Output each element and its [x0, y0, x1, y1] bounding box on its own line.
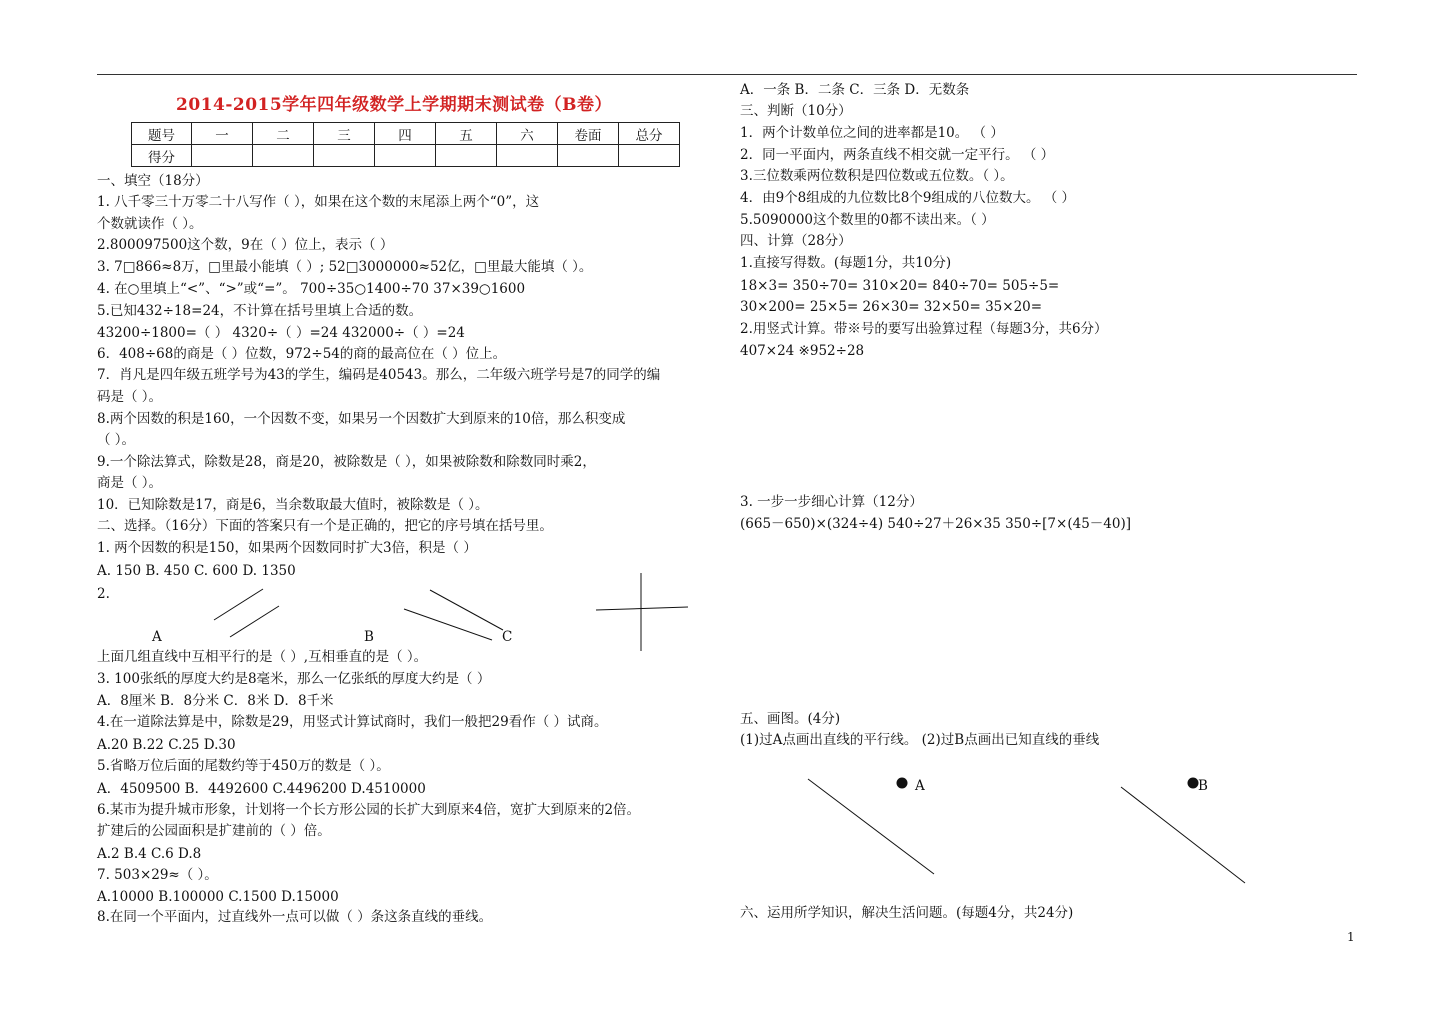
- score-row-label: 得分: [132, 145, 192, 167]
- question-line: 7．肖凡是四年级五班学号为43的学生，编码是40543。那么，二年级六班学号是7的同学的编: [97, 367, 661, 383]
- question-line: 43200÷1800=（ ） 4320÷（ ）=24 432000÷（ ）=24: [97, 325, 465, 341]
- section-4-heading: 四、计算（28分）: [740, 233, 852, 249]
- question-line: 码是（ ）。: [97, 389, 163, 405]
- page-title: 2014-2015学年四年级数学上学期期末测试卷（B卷）: [176, 95, 613, 115]
- question-line: 3. 100张纸的厚度大约是8毫米，那么一亿张纸的厚度大约是（ ）: [97, 671, 491, 687]
- judge-line: 4．由9个8组成的九位数比8个9组成的八位数大。 （ ）: [740, 190, 1076, 206]
- score-blank[interactable]: [619, 145, 680, 167]
- point-label-b: B: [1198, 778, 1208, 794]
- choice-line: A．一条 B．二条 C．三条 D．无数条: [740, 82, 970, 98]
- choice-line: A. 150 B. 450 C. 600 D. 1350: [97, 563, 296, 579]
- calc-line: 407×24 ※952÷28: [740, 343, 865, 359]
- cross-horizontal-line: [596, 607, 688, 610]
- calc-line: 18×3= 350÷70= 310×20= 840÷70= 505÷5=: [740, 278, 1060, 294]
- point-b-dot: [1188, 778, 1199, 789]
- figure-label-a: A: [152, 629, 162, 645]
- question-line: 2.: [97, 586, 110, 602]
- question-line: 8.两个因数的积是160，一个因数不变，如果另一个因数扩大到原来的10倍，那么积变成: [97, 411, 626, 427]
- score-blank[interactable]: [436, 145, 497, 167]
- choice-line: A.2 B.4 C.6 D.8: [97, 846, 202, 862]
- choice-line: A.20 B.22 C.25 D.30: [97, 737, 236, 753]
- point-label-a: A: [915, 778, 925, 794]
- score-table: [131, 122, 680, 167]
- score-cell: 五: [436, 123, 497, 145]
- judge-line: 1．两个计数单位之间的进率都是10。 （ ）: [740, 125, 1004, 141]
- calc-line: 2.用竖式计算。带※号的要写出验算过程（每题3分，共6分）: [740, 321, 1108, 337]
- figure-label-b: B: [364, 629, 374, 645]
- question-line: 4.在一道除法算是中，除数是29，用竖式计算试商时，我们一般把29看作（ ）试商。: [97, 714, 608, 730]
- score-table-score-row: [132, 145, 680, 167]
- score-blank[interactable]: [253, 145, 314, 167]
- choice-line: A.10000 B.100000 C.1500 D.15000: [97, 889, 339, 905]
- figure-label-c: C: [502, 629, 513, 645]
- score-cell: 卷面: [558, 123, 619, 145]
- score-blank[interactable]: [375, 145, 436, 167]
- judge-line: 3.三位数乘两位数积是四位数或五位数。（ ）。: [740, 168, 1014, 184]
- figure-a-line-2: [230, 606, 279, 637]
- score-cell: 总分: [619, 123, 680, 145]
- calc-line: (665－650)×(324÷4) 540÷27＋26×35 350÷[7×(45－40)]: [740, 516, 1131, 532]
- judge-line: 5.5090000这个数里的0都不读出来。（ ）: [740, 212, 995, 228]
- score-blank[interactable]: [497, 145, 558, 167]
- question-line: 个数就读作（ ）。: [97, 216, 203, 232]
- question-line: 4. 在○里填上“<”、“>”或“=”。 700÷35○1400÷70 37×39○1600: [97, 281, 526, 297]
- score-cell: 题号: [132, 123, 192, 145]
- question-line: 7. 503×29≈（ ）。: [97, 867, 218, 883]
- figure-c-line: [430, 590, 503, 630]
- header-rule: [97, 74, 1357, 75]
- section-6-heading: 六、运用所学知识，解决生活问题。(每题4分，共24分): [740, 905, 1074, 921]
- score-blank[interactable]: [558, 145, 619, 167]
- section-3-heading: 三、判断（10分）: [740, 103, 852, 119]
- judge-line: 2．同一平面内，两条直线不相交就一定平行。 （ ）: [740, 147, 1055, 163]
- calc-line: 1.直接写得数。(每题1分，共10分): [740, 255, 952, 271]
- score-cell: 六: [497, 123, 558, 145]
- choice-line: A．8厘米 B．8分米 C．8米 D．8千米: [97, 693, 334, 709]
- score-table-header-row: [132, 123, 680, 145]
- question-line: 扩建后的公园面积是扩建前的（ ）倍。: [97, 823, 331, 839]
- question-line: 9.一个除法算式，除数是28，商是20，被除数是（ ），如果被除数和除数同时乘2，: [97, 454, 596, 470]
- question-line: 5.省略万位后面的尾数约等于450万的数是（ ）。: [97, 758, 390, 774]
- question-line: 3. 7□866≈8万，□里最小能填（ ）; 52□3000000≈52亿，□里最大能填（ ）。: [97, 259, 593, 275]
- figure-a-line-1: [214, 589, 263, 620]
- question-line: 5.已知432÷18=24，不计算在括号里填上合适的数。: [97, 303, 423, 319]
- question-line: （ ）。: [97, 432, 136, 448]
- calc-line: 30×200= 25×5= 26×30= 32×50= 35×20=: [740, 299, 1043, 315]
- score-cell: 二: [253, 123, 314, 145]
- question-line: 6.某市为提升城市形象，计划将一个长方形公园的长扩大到原来4倍，宽扩大到原来的2倍。: [97, 802, 641, 818]
- score-cell: 三: [314, 123, 375, 145]
- question-line: 2.800097500这个数，9在（ ）位上，表示（ ）: [97, 237, 394, 253]
- score-cell: 四: [375, 123, 436, 145]
- score-cell: 一: [192, 123, 253, 145]
- section-2-heading: 二、选择。（16分）下面的答案只有一个是正确的，把它的序号填在括号里。: [97, 518, 553, 534]
- question-line: 1. 两个因数的积是150，如果两个因数同时扩大3倍，积是（ ）: [97, 540, 477, 556]
- question-line: 8.在同一个平面内，过直线外一点可以做（ ）条这条直线的垂线。: [97, 909, 493, 925]
- choice-line: A．4509500 B．4492600 C.4496200 D.4510000: [97, 781, 426, 797]
- question-line: 上面几组直线中互相平行的是（ ）,互相垂直的是（ ）。: [97, 649, 428, 665]
- score-blank[interactable]: [314, 145, 375, 167]
- question-line: 1. 八千零三十万零二十八写作（ ），如果在这个数的末尾添上两个“0”，这: [97, 194, 540, 210]
- question-line: 10．已知除数是17，商是6，当余数取最大值时，被除数是（ ）。: [97, 497, 489, 513]
- section-1-heading: 一、填空（18分）: [97, 173, 209, 189]
- draw-b-line: [1121, 787, 1245, 883]
- section-5-heading: 五、画图。(4分): [740, 711, 841, 727]
- draw-line: (1)过A点画出直线的平行线。 (2)过B点画出已知直线的垂线: [740, 732, 1100, 748]
- question-line: 6．408÷68的商是（ ）位数，972÷54的商的最高位在（ ）位上。: [97, 346, 507, 362]
- calc-line: 3. 一步一步细心计算（12分）: [740, 494, 923, 510]
- question-line: 商是（ ）。: [97, 475, 163, 491]
- figure-b-line: [404, 609, 492, 640]
- page-number: 1: [1347, 930, 1355, 944]
- point-a-dot: [897, 778, 908, 789]
- score-blank[interactable]: [192, 145, 253, 167]
